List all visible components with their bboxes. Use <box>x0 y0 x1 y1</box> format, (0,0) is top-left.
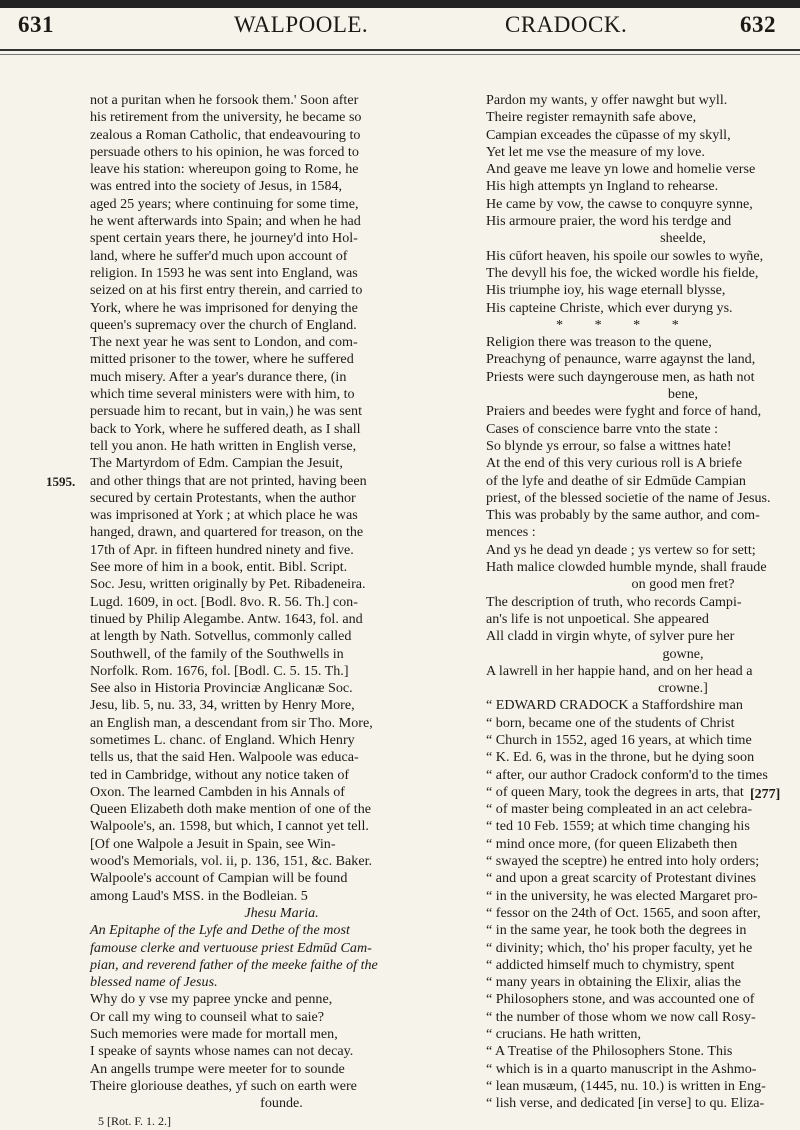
text-line: He came by vow, the cawse to conquyre synne, <box>486 195 753 212</box>
text-line: “ crucians. He hath written, <box>486 1026 641 1043</box>
text-line: His armoure praier, the word his terdge and <box>486 213 732 230</box>
text-line: his retirement from the university, he became so <box>90 109 362 126</box>
text-line: “ A Treatise of the Philosophers Stone. This <box>486 1043 733 1060</box>
text-line: gowne, <box>662 645 704 662</box>
text-line: Walpoole's, an. 1598, but which, I cannot yet tell. <box>90 818 369 835</box>
text-line: aged 25 years; where continuing for some time, <box>90 195 359 212</box>
text-line: was entred into the society of Jesus, in 1584, <box>90 178 343 195</box>
top-border <box>0 0 800 8</box>
text-line: “ of queen Mary, took the degrees in arts, that <box>486 783 744 800</box>
poem-line: An angells trumpe were meeter for to sounde <box>90 1060 345 1077</box>
poem-line: I speake of saynts whose names can not decay. <box>90 1043 354 1060</box>
text-line: “ ted 10 Feb. 1559; at which time changing his <box>486 818 750 835</box>
left-column <box>90 92 473 1130</box>
text-line: ted in Cambridge, without any notice taken of <box>90 766 350 783</box>
page-number-left: 631 <box>18 12 54 37</box>
text-line: “ divinity; which, tho' his proper faculty, yet he <box>486 939 753 956</box>
text-line: wood's Memorials, vol. ii, p. 136, 151, &c. Baker. <box>90 853 373 870</box>
margin-reference: [277] <box>750 787 781 802</box>
text-line: And geave me leave yn lowe and homelie verse <box>486 161 756 178</box>
text-line: Walpoole's account of Campian will be found <box>90 870 348 887</box>
text-line: “ mind once more, (for queen Elizabeth then <box>486 835 738 852</box>
text-line: Hath malice clowded humble mynde, shall fraude <box>486 559 767 576</box>
poem-line: Such memories were made for mortall men, <box>90 1026 338 1043</box>
text-line: of the lyfe and deathe of sir Edmūde Campian <box>486 472 746 489</box>
page-header <box>0 12 800 68</box>
text-line: Queen Elizabeth doth make mention of one of the <box>90 801 372 818</box>
text-line: mitted prisoner to the tower, where he suffered <box>90 351 354 368</box>
text-line: on good men fret? <box>631 576 735 593</box>
text-line: The devyll his foe, the wicked wordle his fielde, <box>486 264 759 281</box>
text-line: queen's supremacy over the church of England. <box>90 316 357 333</box>
text-line: 17th of Apr. in fifteen hundred ninety and five. <box>90 541 354 558</box>
text-line: Religion there was treason to the quene, <box>486 334 712 351</box>
margin-year: 1595. <box>46 474 76 489</box>
text-line: His cūfort heaven, his spoile our sowles to wyñe, <box>486 247 764 264</box>
text-line: * * * * <box>556 316 693 333</box>
text-line: an English man, a descendant from sir Tho. More, <box>90 714 373 731</box>
text-line: land, where he suffer'd much upon account of <box>90 247 348 264</box>
poem-heading-line: blessed name of Jesus. <box>90 974 218 991</box>
text-line: The next year he was sent to London, and com- <box>90 334 358 351</box>
text-line: and other things that are not printed, having been <box>90 472 367 489</box>
poem-heading-line: pian, and reverend father of the meeke faithe of the <box>90 956 378 973</box>
text-line: which time several ministers were with him, to <box>90 386 355 403</box>
text-line: Priests were such dayngerouse men, as hath not <box>486 368 755 385</box>
poem-line: founde. <box>260 1095 303 1112</box>
text-line: Jesu, lib. 5, nu. 33, 34, written by Henry More, <box>90 697 355 714</box>
text-line: “ in the university, he was elected Margaret pro- <box>486 887 758 904</box>
text-line: See more of him in a book, entit. Bibl. Script. <box>90 559 348 576</box>
text-line: His triumphe ioy, his wage eternall blysse, <box>486 282 726 299</box>
text-line: mences : <box>486 524 536 541</box>
text-line: tinued by Philip Alegambe. Antw. 1643, fol. and <box>90 610 363 627</box>
footnote: 5 [Rot. F. 1. 2.] <box>98 1113 172 1128</box>
poem-heading-line: Jhesu Maria. <box>244 904 319 921</box>
text-line: This was probably by the same author, and com- <box>486 507 760 524</box>
text-line: seized on at his first entry therein, and carried to <box>90 282 363 299</box>
poem-line: Theire gloriouse deathes, yf such on earth were <box>90 1077 357 1094</box>
text-line: hanged, drawn, and quartered for treason, on the <box>90 524 364 541</box>
text-line: His capteine Christe, which ever duryng ys. <box>486 299 733 316</box>
text-line: back to York, where he suffered death, as I shall <box>90 420 361 437</box>
text-line: “ the number of those whom we now call Rosy- <box>486 1008 756 1025</box>
text-line: persuade others to his opinion, he was forced to <box>90 143 359 160</box>
text-line: All cladd in virgin whyte, of sylver pure her <box>486 628 735 645</box>
text-line: not a puritan when he forsook them.' Soon after <box>90 92 359 108</box>
text-line: sometimes L. chanc. of England. Which Henry <box>90 731 355 748</box>
text-line: bene, <box>667 386 699 403</box>
text-line: Soc. Jesu, written originally by Pet. Ribadeneira. <box>90 576 366 593</box>
text-line: tell you anon. He hath written in English verse, <box>90 437 357 454</box>
text-line: Praiers and beedes were fyght and force of hand, <box>486 403 762 420</box>
text-line: crowne.] <box>658 680 708 697</box>
text-line: “ many years in obtaining the Elixir, alias the <box>486 974 742 991</box>
text-line: [Of one Walpole a Jesuit in Spain, see Win- <box>90 835 336 852</box>
text-line: “ addicted himself much to chymistry, spent <box>486 956 735 973</box>
poem-line: Or call my wing to counseil what to saie? <box>90 1008 325 1025</box>
text-line: leave his station: whereupon going to Rome, he <box>90 161 359 178</box>
text-line: “ born, became one of the students of Christ <box>486 714 735 731</box>
text-line: “ and upon a great scarcity of Protestant divines <box>486 870 757 887</box>
poem-heading-line: An Epitaphe of the Lyfe and Dethe of the most <box>90 922 350 939</box>
text-line: A lawrell in her happie hand, and on her head a <box>486 662 753 679</box>
running-head-left: WALPOOLE. <box>234 12 369 37</box>
text-line: “ after, our author Cradock conform'd to the times <box>486 766 768 783</box>
text-line: “ swayed the sceptre) he entred into holy orders; <box>486 853 760 870</box>
header-rule <box>0 49 800 51</box>
header-rule-thin <box>0 54 800 55</box>
text-line: York, where he was imprisoned for denying the <box>90 299 358 316</box>
text-line: “ of master being compleated in an act celebra- <box>486 801 753 818</box>
text-line: “ K. Ed. 6, was in the throne, but he dying soon <box>486 749 755 766</box>
text-line: spent certain years there, he journey'd into Hol- <box>90 230 358 247</box>
text-line: tells us, that the said Hen. Walpoole was educa- <box>90 749 359 766</box>
text-line: His high attempts yn Ingland to rehearse. <box>486 178 719 195</box>
text-line: persuade him to recant, but in vain,) he was sent <box>90 403 363 420</box>
text-line: And ys he dead yn deade ; ys vertew so for sett; <box>486 541 756 558</box>
text-line: Preachyng of penaunce, warre agaynst the land, <box>486 351 756 368</box>
text-line: “ lean musæum, (1445, nu. 10.) is written in Eng- <box>486 1077 766 1094</box>
text-line: among Laud's MSS. in the Bodleian. 5 <box>90 887 308 904</box>
text-line: “ lish verse, and dedicated [in verse] to qu. Eliza- <box>486 1095 765 1112</box>
text-line: The description of truth, who records Campi- <box>486 593 742 610</box>
text-line: much misery. After a year's durance there, (in <box>90 368 347 385</box>
text-line: At the end of this very curious roll is A briefe <box>486 455 742 472</box>
text-line: sheelde, <box>660 230 706 247</box>
text-line: “ in the same year, he took both the degrees in <box>486 922 747 939</box>
text-line: Oxon. The learned Cambden in his Annals of <box>90 783 345 800</box>
text-line: zealous a Roman Catholic, that endeavouring to <box>90 126 361 143</box>
poem-line: Why do y vse my papree yncke and penne, <box>90 991 333 1008</box>
text-line: Cases of conscience barre vnto the state : <box>486 420 719 437</box>
page-number-right: 632 <box>740 12 776 37</box>
text-line: he went afterwards into Spain; and when he had <box>90 213 361 230</box>
text-line: “ fessor on the 24th of Oct. 1565, and soon after, <box>486 904 761 921</box>
text-line: So blynde ys errour, so false a wittnes hate! <box>486 437 732 454</box>
text-line: at length by Nath. Sotvellus, commonly called <box>90 628 352 645</box>
text-line: Theire register remaynith safe above, <box>486 109 697 126</box>
text-line: “ Church in 1552, aged 16 years, at which time <box>486 731 752 748</box>
poem-heading-line: famouse clerke and vertuouse priest Edmūd Cam- <box>90 939 372 956</box>
text-line: was imprisoned at York ; at which place he was <box>90 507 358 524</box>
text-line: The Martyrdom of Edm. Campian the Jesuit, <box>90 455 343 472</box>
text-line: “ EDWARD CRADOCK a Staffordshire man <box>486 697 743 714</box>
text-line: Norfolk. Rom. 1676, fol. [Bodl. C. 5. 15. Th.] <box>90 662 349 679</box>
text-line: “ Philosophers stone, and was accounted one of <box>486 991 755 1008</box>
text-line: Lugd. 1609, in oct. [Bodl. 8vo. R. 56. Th.] con- <box>90 593 358 610</box>
text-line: “ which is in a quarto manuscript in the Ashmo- <box>486 1060 757 1077</box>
running-head-right: CRADOCK. <box>505 12 628 37</box>
text-line: an's life is not unpoetical. She appeared <box>486 610 709 627</box>
text-line: religion. In 1593 he was sent into England, was <box>90 264 358 281</box>
text-line: Southwell, of the family of the Southwells in <box>90 645 344 662</box>
text-line: See also in Historia Provinciæ Anglicanæ Soc. <box>90 680 353 697</box>
text-line: Pardon my wants, y offer nawght but wyll. <box>486 92 728 108</box>
right-column <box>486 92 800 1113</box>
text-line: Campian exceades the cūpasse of my skyll, <box>486 126 731 143</box>
text-line: priest, of the blessed societie of the name of Jesus. <box>486 489 771 506</box>
text-line: secured by certain Protestants, when the author <box>90 489 356 506</box>
text-line: Yet let me vse the measure of my love. <box>486 143 705 160</box>
